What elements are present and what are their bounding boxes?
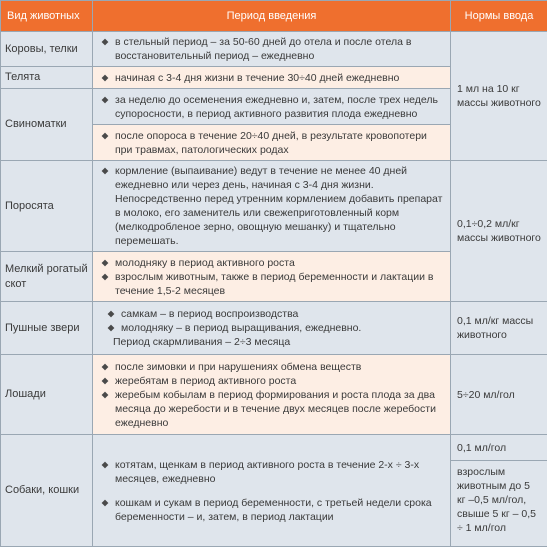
rate-cell: 0,1÷0,2 мл/кг массы животного	[451, 161, 547, 302]
list-item: самкам – в период воспроизводства	[99, 307, 444, 321]
period-cell	[93, 252, 451, 302]
period-cell	[93, 125, 451, 161]
list-item: молодняку – в период выращивания, ежедневно.	[99, 321, 444, 335]
list-item: после опороса в течение 20÷40 дней, в результате кровопотери при травмах, патологических родах	[99, 129, 444, 157]
table-row	[1, 161, 547, 252]
list-item: в стельный период – за 50-60 дней до отела и после отела в восстановительный период – ежедневно	[99, 35, 444, 63]
animal-cell: Свиноматки	[1, 89, 93, 161]
rate-cell: 1 мл на 10 кг массы животного	[451, 32, 547, 161]
period-cell	[93, 435, 451, 547]
animal-cell: Поросята	[1, 161, 93, 252]
list-item: начиная с 3-4 дня жизни в течение 30÷40 дней ежедневно	[99, 71, 444, 85]
rate-cell: 0,1 мл/гол	[451, 435, 547, 461]
animal-cell: Коровы, телки	[1, 32, 93, 67]
animal-cell: Телята	[1, 67, 93, 89]
table-row	[1, 302, 547, 355]
list-item: молодняку в период активного роста	[99, 256, 444, 270]
list-item: взрослым животным, также в период беременности и лактации в течение 1,5-2 месяцев	[99, 270, 444, 298]
animal-cell: Пушные звери	[1, 302, 93, 355]
animal-cell: Мелкий рогатый скот	[1, 252, 93, 302]
rate-cell: взрослым животным до 5 кг –0,5 мл/гол, свыше 5 кг – 0,5 ÷ 1 мл/гол	[451, 461, 547, 547]
animal-cell: Собаки, кошки	[1, 435, 93, 547]
period-cell	[93, 32, 451, 67]
period-cell	[93, 67, 451, 89]
list-item: кошкам и сукам в период беременности, с третьей недели срока беременности – и, затем, в период лактации	[99, 496, 444, 524]
period-cell	[93, 161, 451, 252]
list-item: после зимовки и при нарушениях обмена веществ	[99, 360, 444, 374]
header-period: Период введения	[93, 1, 451, 32]
list-item: за неделю до осеменения ежедневно и, затем, после трех недель супоросности, в период активного развития плода ежедневно	[99, 93, 444, 121]
rate-cell: 0,1 мл/кг массы животного	[451, 302, 547, 355]
table-row	[1, 32, 547, 67]
list-item: жеребым кобылам в период формирования и роста плода за два месяца до жеребости и в течение двух месяцев после жеребости ежедневно	[99, 388, 444, 430]
animal-cell: Лошади	[1, 355, 93, 435]
period-cell	[93, 89, 451, 125]
table-row	[1, 435, 547, 461]
list-item: жеребятам в период активного роста	[99, 374, 444, 388]
period-cell	[93, 355, 451, 435]
list-item: кормление (выпаивание) ведут в течение не менее 40 дней ежедневно или через день, начиная с 3-4 дня жизни. Непосредственно перед утренним кормлением добавить препарат в молоко, его заменитель или свежеприготовленный корм (мелкодробленое зерно, овощную мешанку) и тщательно перемешать.	[99, 164, 444, 248]
header-norm: Нормы ввода	[451, 1, 547, 32]
list-item: котятам, щенкам в период активного роста в течение 2-х ÷ 3-х месяцев, ежедневно	[99, 458, 444, 486]
header-row	[1, 1, 547, 32]
table-row	[1, 355, 547, 435]
period-note: Период скармливания – 2÷3 месяца	[99, 335, 444, 349]
header-animal: Вид животных	[1, 1, 93, 32]
rate-cell: 5÷20 мл/гол	[451, 355, 547, 435]
period-cell	[93, 302, 451, 355]
